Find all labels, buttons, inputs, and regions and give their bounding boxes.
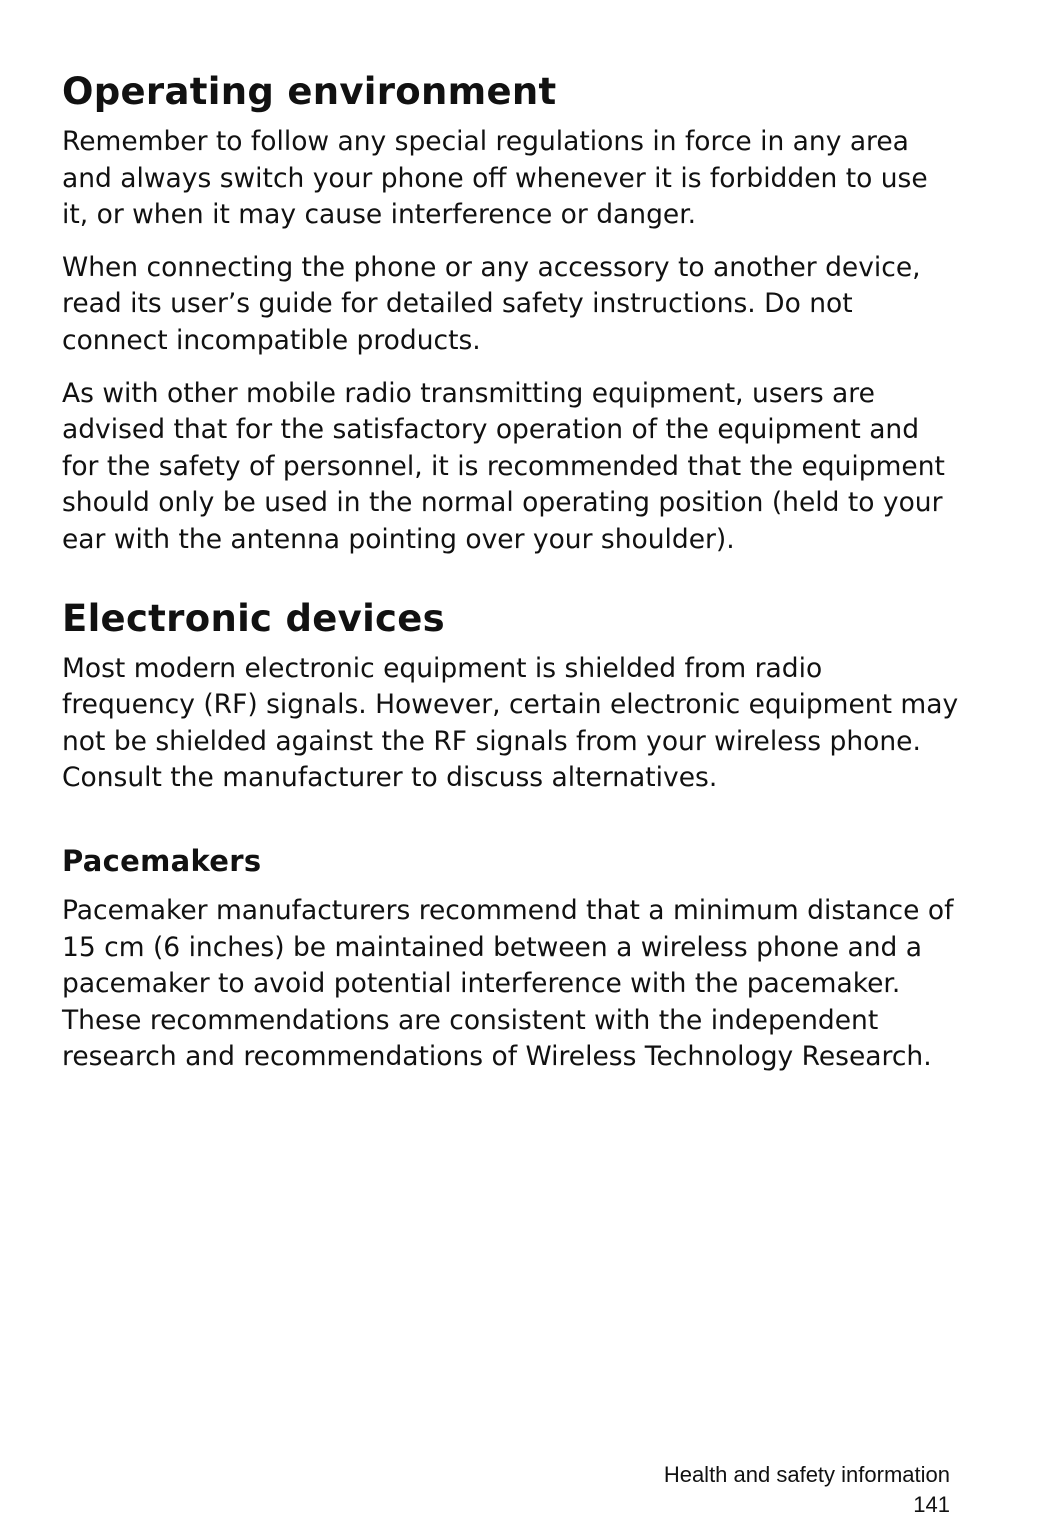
paragraph: When connecting the phone or any accessory to another device, read its user’s guide for detailed safety instructions. Do not connect incompatible products. (62, 251, 921, 356)
section-operating-environment (62, 66, 962, 559)
paragraph: Pacemaker manufacturers recommend that a minimum distance of 15 cm (6 inches) be maintained between a wireless phone and a pacemaker to avoid potential interference with the pacemaker. These recommendations are consistent with the independent research and recommendations of Wireless Technology Research. (62, 894, 954, 1073)
page-footer (664, 1460, 950, 1520)
heading-operating-environment: Operating environment (62, 70, 557, 113)
heading-electronic-devices: Electronic devices (62, 596, 446, 640)
footer-section-name: Health and safety information (663, 1462, 950, 1487)
paragraph: Most modern electronic equipment is shielded from radio frequency (RF) signals. However, certain electronic equipment may not be shielded against the RF signals from your wireless phone. Consult the manufacturer to discuss alternatives. (62, 652, 959, 794)
page-content (62, 66, 962, 1092)
page-number: 141 (913, 1492, 950, 1517)
subsection-pacemakers (62, 841, 962, 1076)
section-electronic-devices (62, 593, 962, 1076)
paragraph: As with other mobile radio transmitting equipment, users are advised that for the satisfactory operation of the equipment and for the safety of personnel, it is recommended that the equipment should only be used in the normal operating position (held to your ear with the antenna pointing over your shoulder). (62, 377, 945, 555)
heading-pacemakers: Pacemakers (62, 843, 262, 878)
paragraph: Remember to follow any special regulations in force in any area and always switch your phone off whenever it is forbidden to use it, or when it may cause interference or danger. (62, 126, 928, 231)
